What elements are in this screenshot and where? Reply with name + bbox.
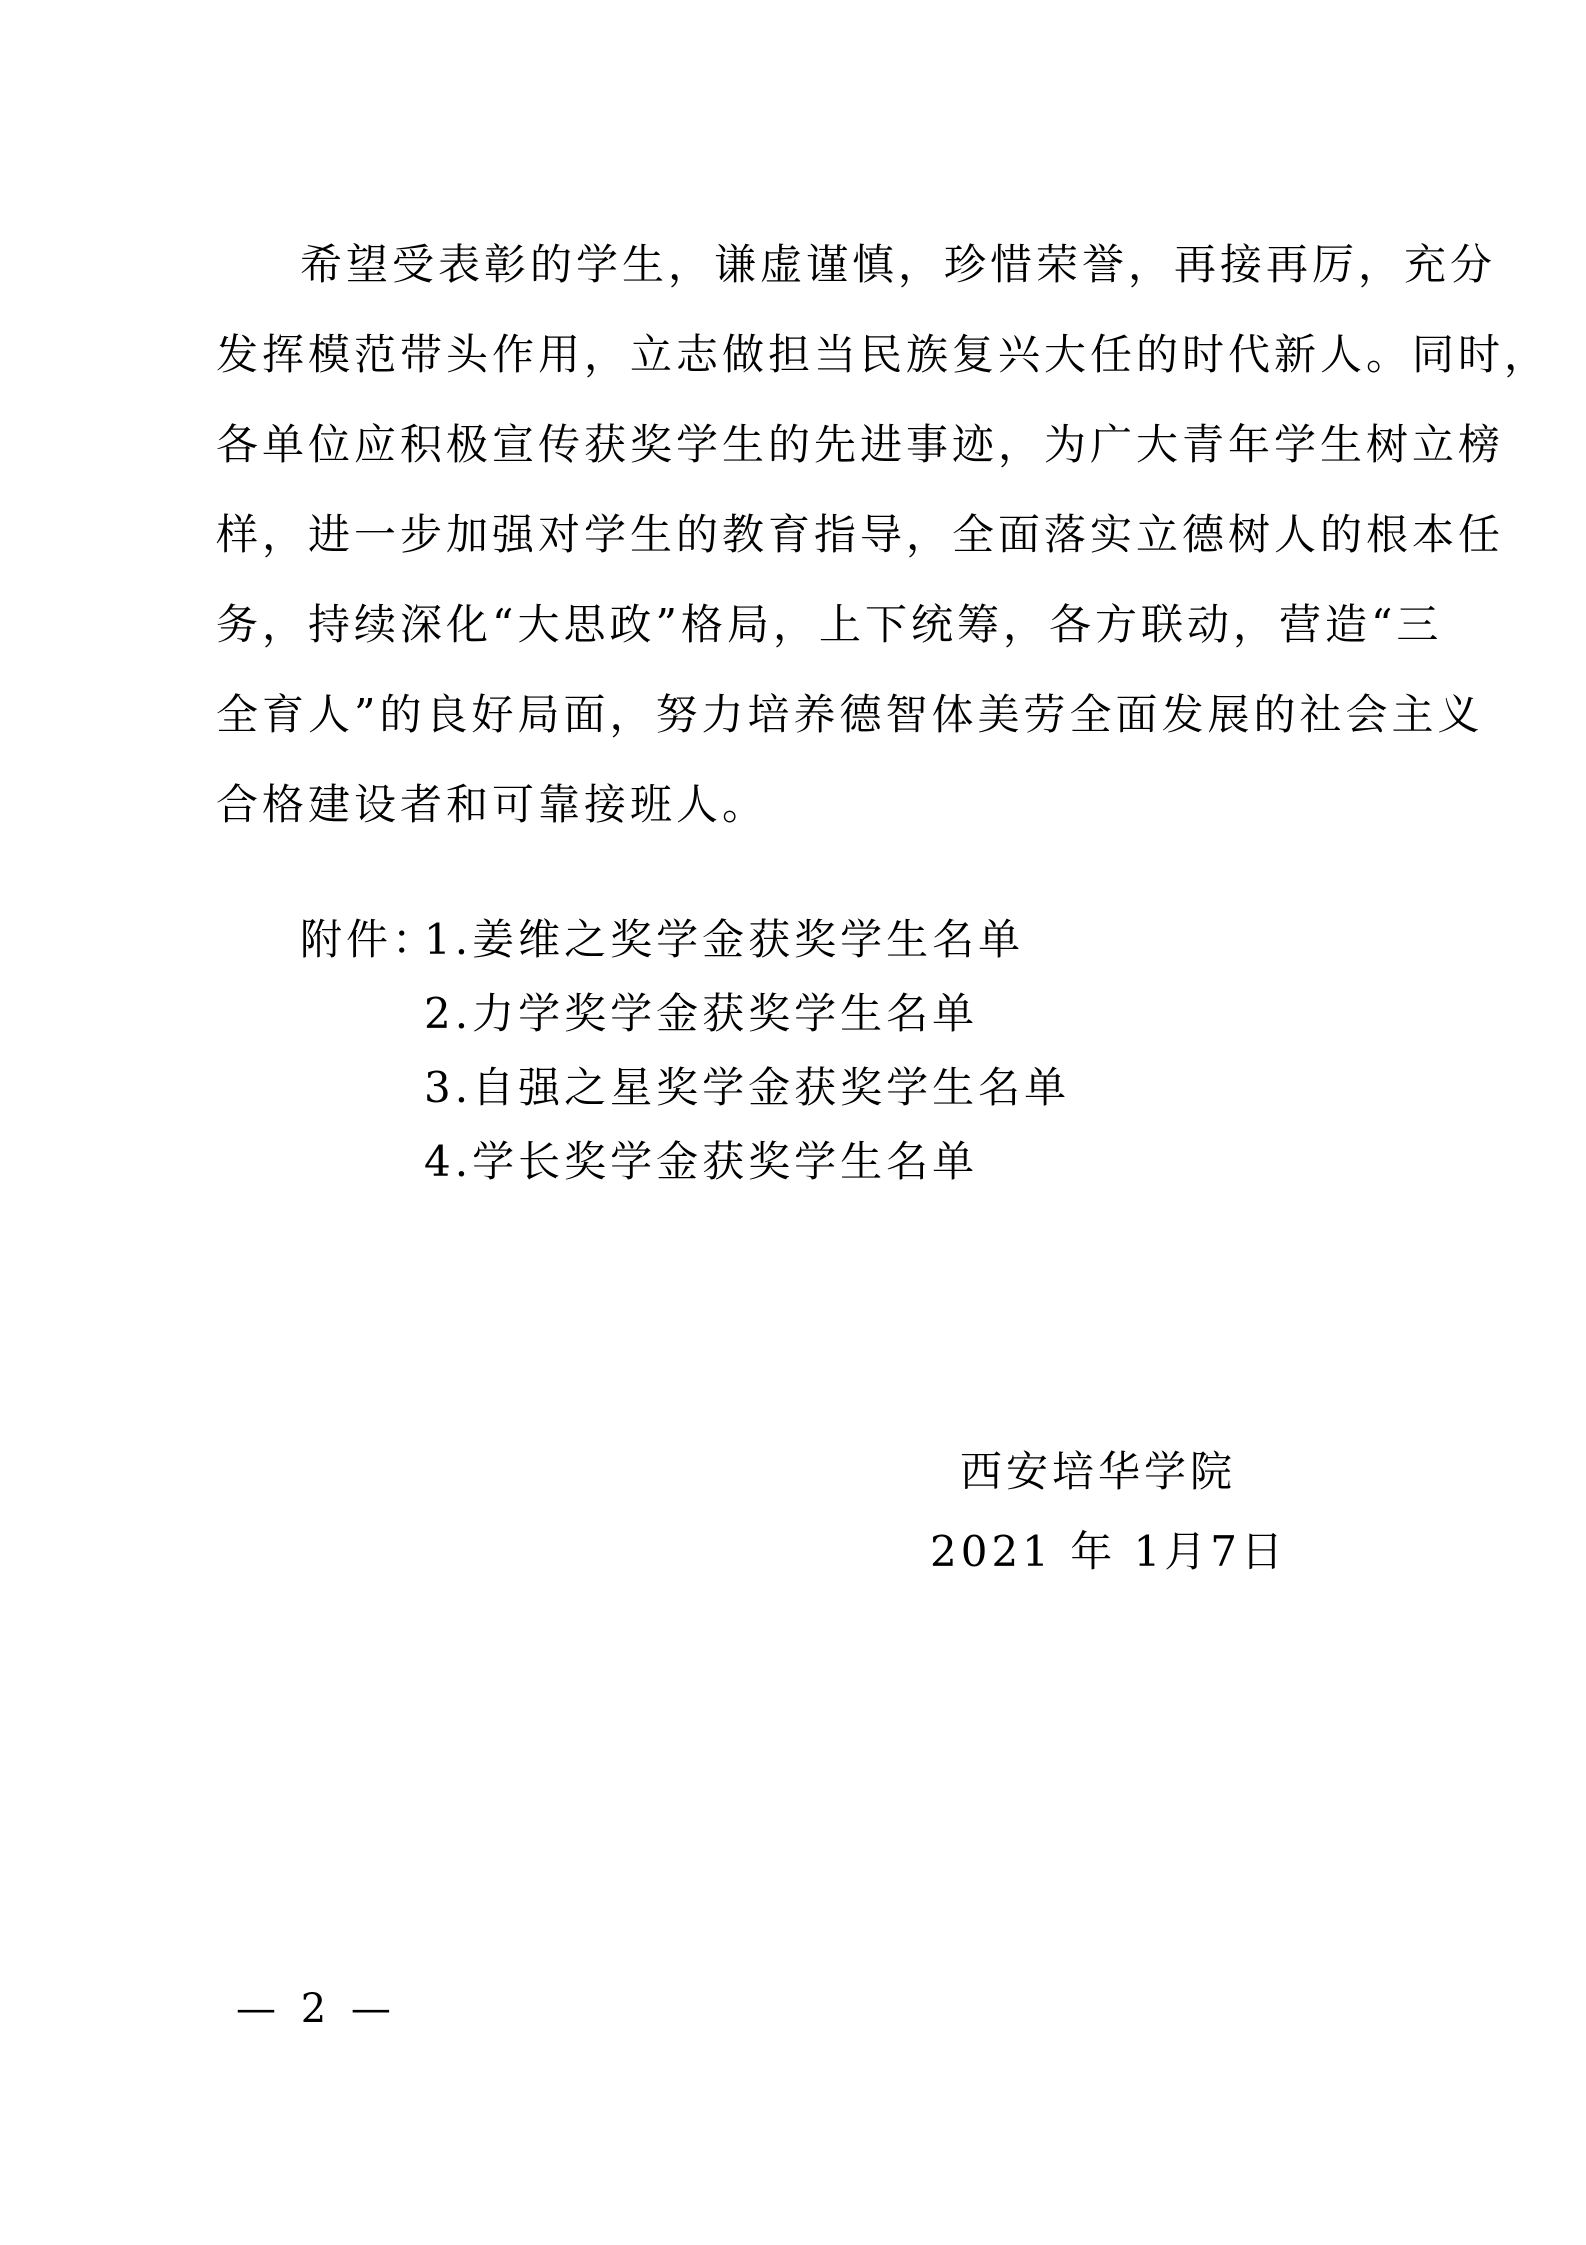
signature-block [900,1432,1320,1592]
body-line: 各单位应积极宣传获奖学生的先进事迹，为广大青年学生树立榜 [216,420,1505,469]
body-line: 务，持续深化“大思政”格局，上下统筹，各方联动，营造“三 [216,600,1443,649]
attachment-item [300,1051,1070,1125]
attachment-item [300,977,1070,1051]
attachment-title: 4.学长奖学金获奖学生名单 [424,1137,979,1186]
page-number: — 2 — [236,1986,397,2032]
body-line: 合格建设者和可靠接班人。 [216,780,769,829]
attachments-list [300,903,1070,1199]
attachments-label: 附件： [300,915,439,964]
attachment-title: 1.姜维之奖学金获奖学生名单 [424,915,1025,964]
body-line: 样，进一步加强对学生的教育指导，全面落实立德树人的根本任 [216,510,1505,559]
body-line: 全育人”的良好局面，努力培养德智体美劳全面发展的社会主义 [216,690,1484,739]
attachment-title: 3.自强之星奖学金获奖学生名单 [424,1063,1071,1112]
signature-organization: 西安培华学院 [960,1447,1237,1496]
body-paragraph [216,220,1551,850]
body-line: 希望受表彰的学生，谦虚谨慎，珍惜荣誉，再接再厉，充分 [300,240,1497,289]
attachment-item [300,1125,1070,1199]
attachment-item [300,903,1070,977]
attachment-title: 2.力学奖学金获奖学生名单 [424,989,979,1038]
signature-date: 2021 年 1月7日 [930,1527,1288,1576]
body-line: 发挥模范带头作用，立志做担当民族复兴大任的时代新人。同时， [216,330,1551,379]
